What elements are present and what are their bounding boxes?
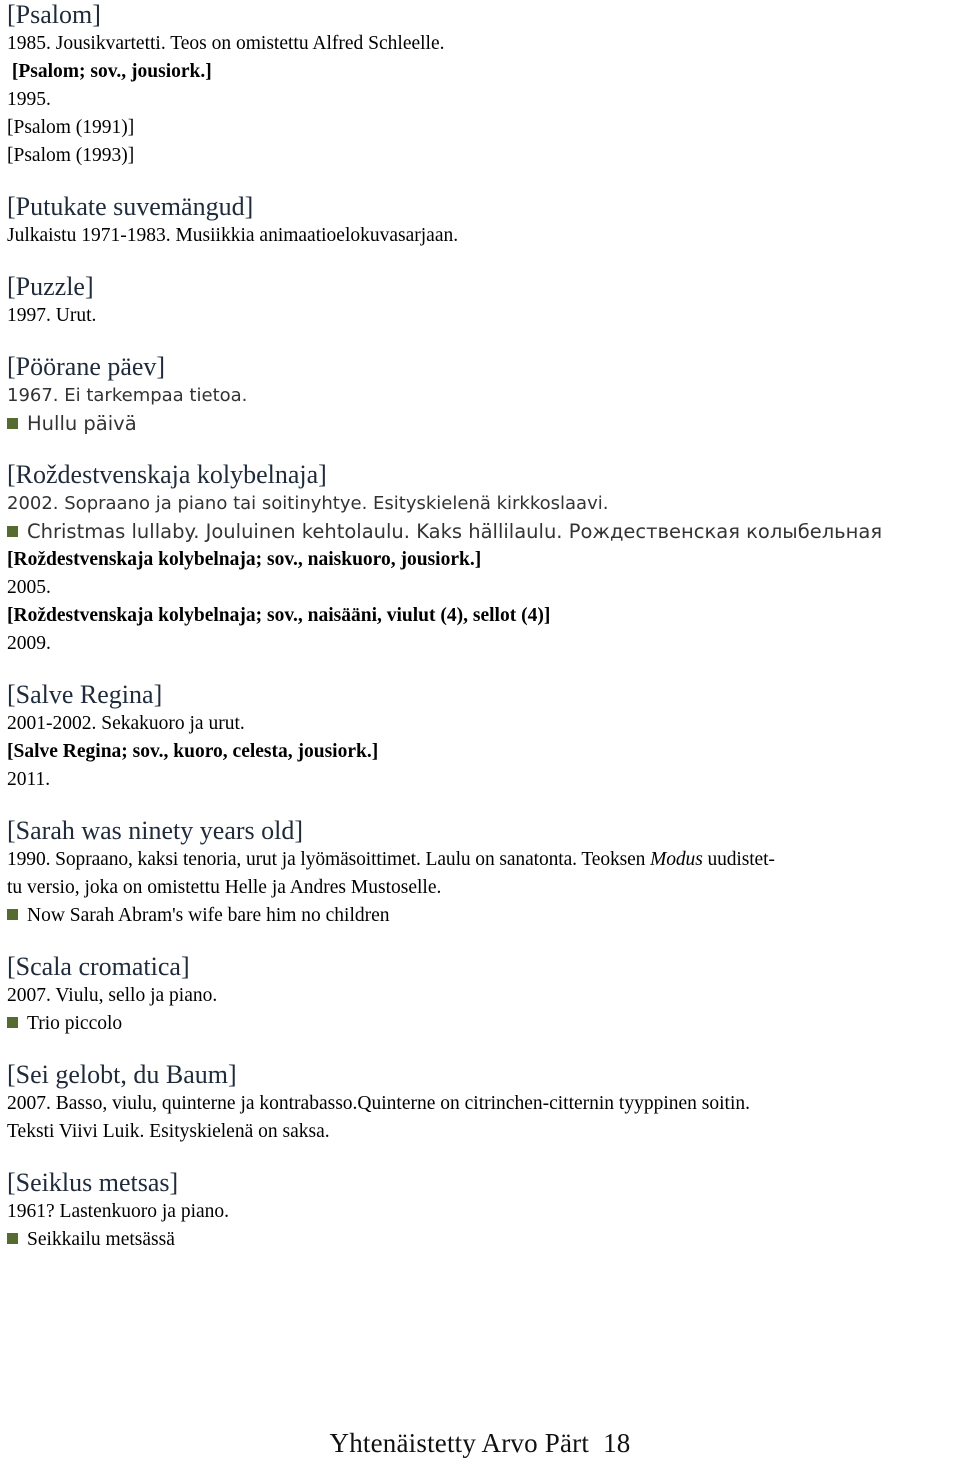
arrangement-heading: [Salve Regina; sov., kuoro, celesta, jousiork.] [7,741,379,762]
entry-putukate-suvemangud [7,192,957,250]
alternative-titles: Christmas lullaby. Jouluinen kehtolaulu. Kaks hällilaulu. Рождественская колыбельная [27,520,883,543]
footer-title: Yhtenäistetty Arvo Pärt [329,1428,590,1458]
alternative-title-line [7,410,957,438]
entry-description: 2007. Basso, viulu, quinterne ja kontrabasso.Quinterne on citrinchen-citternin tyyppinen soitin. [7,1093,751,1114]
entry-title: [Puzzle] [7,272,94,301]
entry-salve-regina [7,680,957,794]
version-heading: [Psalom (1991)] [7,117,135,138]
entry-title: [Psalom] [7,0,101,29]
alternative-title: Trio piccolo [27,1013,123,1034]
description-text: uudistet- [702,849,775,870]
entry-description: 2002. Sopraano ja piano tai soitinyhtye. Esityskielenä kirkkoslaavi. [7,493,609,514]
square-bullet-icon [7,909,18,920]
arrangement-year: 2009. [7,633,51,654]
square-bullet-icon [7,1017,18,1028]
work-reference: Modus [650,849,703,870]
entry-title: [Scala cromatica] [7,952,190,981]
entry-title: [Pöörane päev] [7,352,166,381]
entry-description: 1967. Ei tarkempaa tietoa. [7,385,248,406]
square-bullet-icon [7,1233,18,1244]
square-bullet-icon [7,418,18,429]
entry-puzzle [7,272,957,330]
alternative-title-line [7,1226,957,1254]
entry-psalom [7,0,957,170]
entry-sei-gelobt-du-baum [7,1060,957,1146]
entry-description [7,846,957,874]
entry-description: 2001-2002. Sekakuoro ja urut. [7,713,245,734]
entry-scala-cromatica [7,952,957,1038]
entry-title: [Sei gelobt, du Baum] [7,1060,237,1089]
arrangement-year: 2005. [7,577,51,598]
entry-description: Julkaistu 1971-1983. Musiikkia animaatioelokuvasarjaan. [7,225,459,246]
entry-description: 2007. Viulu, sello ja piano. [7,985,218,1006]
alternative-title: Hullu päivä [27,412,137,435]
entry-description: 1985. Jousikvartetti. Teos on omistettu Alfred Schleelle. [7,33,445,54]
entry-title: [Sarah was ninety years old] [7,816,304,845]
entry-title: [Putukate suvemängud] [7,192,254,221]
page-number: 18 [603,1428,631,1458]
arrangement-heading: [Psalom; sov., jousiork.] [7,61,212,82]
entry-description-continued: Teksti Viivi Luik. Esityskielenä on saksa. [7,1121,330,1142]
arrangement-year: 1995. [7,89,51,110]
description-text: 1990. Sopraano, kaksi tenoria, urut ja lyömäsoittimet. Laulu on sanatonta. Teoksen [7,849,651,870]
entry-title: [Salve Regina] [7,680,163,709]
alternative-title-line [7,902,957,930]
entry-sarah-was-ninety-years-old [7,816,957,930]
entry-description: 1961? Lastenkuoro ja piano. [7,1201,230,1222]
alternative-title: Seikkailu metsässä [27,1229,175,1250]
version-heading: [Psalom (1993)] [7,145,135,166]
alternative-title-line [7,518,957,546]
entry-title: [Seiklus metsas] [7,1168,179,1197]
arrangement-year: 2011. [7,769,51,790]
entry-rozdestvenskaja-kolybelnaja [7,460,957,658]
entry-poorane-paev [7,352,957,438]
document-page [7,0,957,1254]
entry-description: 1997. Urut. [7,305,97,326]
page-footer [0,1428,960,1459]
alternative-title-line [7,1010,957,1038]
entry-description-continued: tu versio, joka on omistettu Helle ja Andres Mustoselle. [7,877,442,898]
arrangement-heading: [Roždestvenskaja kolybelnaja; sov., naisääni, viulut (4), sellot (4)] [7,605,551,626]
entry-title: [Roždestvenskaja kolybelnaja] [7,460,327,489]
square-bullet-icon [7,526,18,537]
arrangement-heading: [Roždestvenskaja kolybelnaja; sov., naiskuoro, jousiork.] [7,549,482,570]
alternative-title: Now Sarah Abram's wife bare him no children [27,905,390,926]
entry-seiklus-metsas [7,1168,957,1254]
